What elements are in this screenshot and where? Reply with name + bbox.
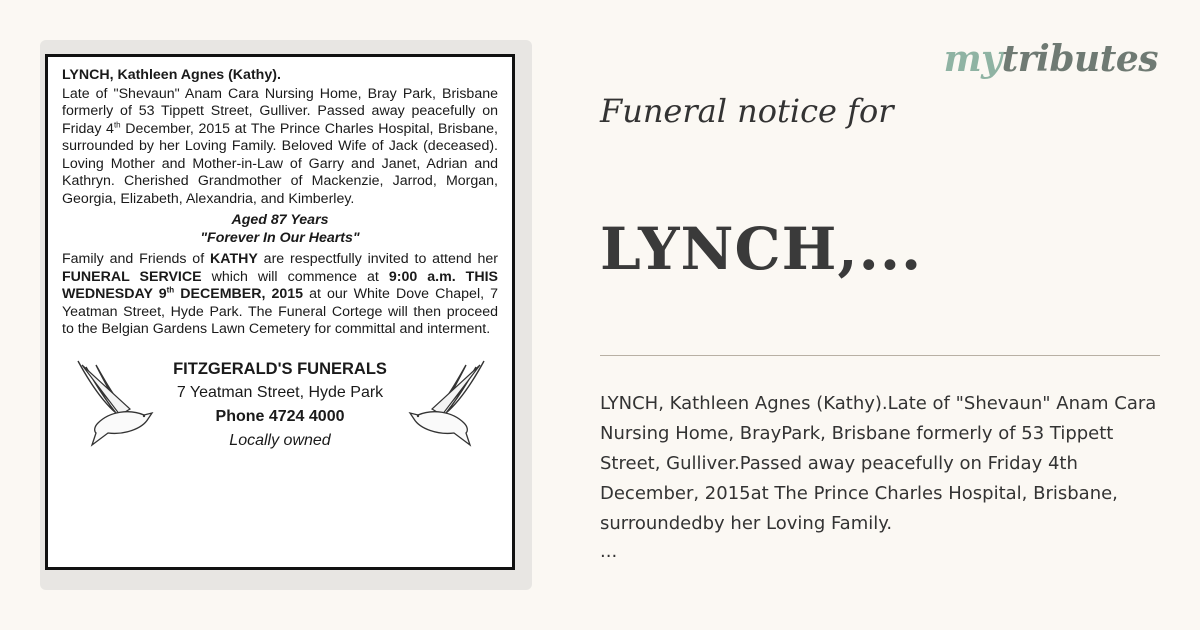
notice-p2-text-b: are respectfully invited to attend her xyxy=(257,251,498,267)
notice-p1-text-a: Late of "Shevaun" Anam Cara Nursing Home, Bray Park, Brisbane formerly of 53 Tippett Street, Gulliver. Passed away peacefully on Friday 4 xyxy=(62,85,498,137)
logo-part-tributes: tributes xyxy=(1001,38,1158,80)
page-subtitle: Funeral notice for xyxy=(600,92,894,130)
notice-heading: LYNCH, Kathleen Agnes (Kathy). xyxy=(62,67,281,83)
funeral-notice-clipping xyxy=(45,54,515,570)
deceased-name-title: LYNCH,... xyxy=(600,215,923,283)
notice-p2-time: 9:00 a.m. THIS WEDNESDAY 9 xyxy=(62,268,498,302)
notice-motto: "Forever In Our Hearts" xyxy=(200,229,360,246)
notice-p2-date: DECEMBER, 2015 xyxy=(174,286,304,302)
director-tagline: Locally owned xyxy=(229,431,331,449)
notice-p2-service: FUNERAL SERVICE xyxy=(62,268,202,285)
notice-p2-text-d: at our White Dove Chapel, 7 Yeatman Street, Hyde Park. The Funeral Cortege will then proceed to the Belgian Gardens Lawn Cemetery for committal and interment. xyxy=(62,286,499,337)
director-address: 7 Yeatman Street, Hyde Park xyxy=(176,383,384,401)
notice-p1-text-b: December, 2015 at The Prince Charles Hospital, Brisbane, surrounded by her Loving Family. Beloved Wife of Jack (deceased). Loving Mother and Mother-in-Law of Garry and Janet, Adrian and Kathryn. Cherished Grandmother of Mackenzie, Jarrod, Morgan, Georgia, Elizabeth, Alexandria, and Kimberley. xyxy=(62,120,498,207)
notice-image-card xyxy=(40,40,532,590)
excerpt-ellipsis: ... xyxy=(600,541,618,562)
notice-age: Aged 87 Years xyxy=(231,212,329,228)
notice-p2-text-a: Family and Friends of xyxy=(62,251,210,267)
notice-p2-text-c: which will commence at xyxy=(201,268,389,285)
logo-part-my: my xyxy=(943,38,1002,80)
director-name: FITZGERALD'S FUNERALS xyxy=(173,359,387,378)
divider xyxy=(600,355,1160,356)
funeral-director-block xyxy=(62,353,498,463)
notice-excerpt: LYNCH, Kathleen Agnes (Kathy).Late of "Shevaun" Anam Cara Nursing Home, BrayPark, Brisbane formerly of 53 Tippett Street, Gulliver.Passed away peacefully on Friday 4th December, 2015at The Prince Charles Hospital, Brisbane, surroundedby her Loving Family. xyxy=(600,393,1157,534)
notice-paragraph-2 xyxy=(62,251,498,339)
notice-p1-ordinal: th xyxy=(113,119,121,129)
notice-paragraph-1 xyxy=(62,86,498,209)
director-phone: Phone 4724 4000 xyxy=(215,407,345,425)
mytributes-logo[interactable] xyxy=(944,38,1158,80)
notice-p2-ordinal: th xyxy=(166,285,175,295)
notice-p2-name: KATHY xyxy=(210,251,258,267)
